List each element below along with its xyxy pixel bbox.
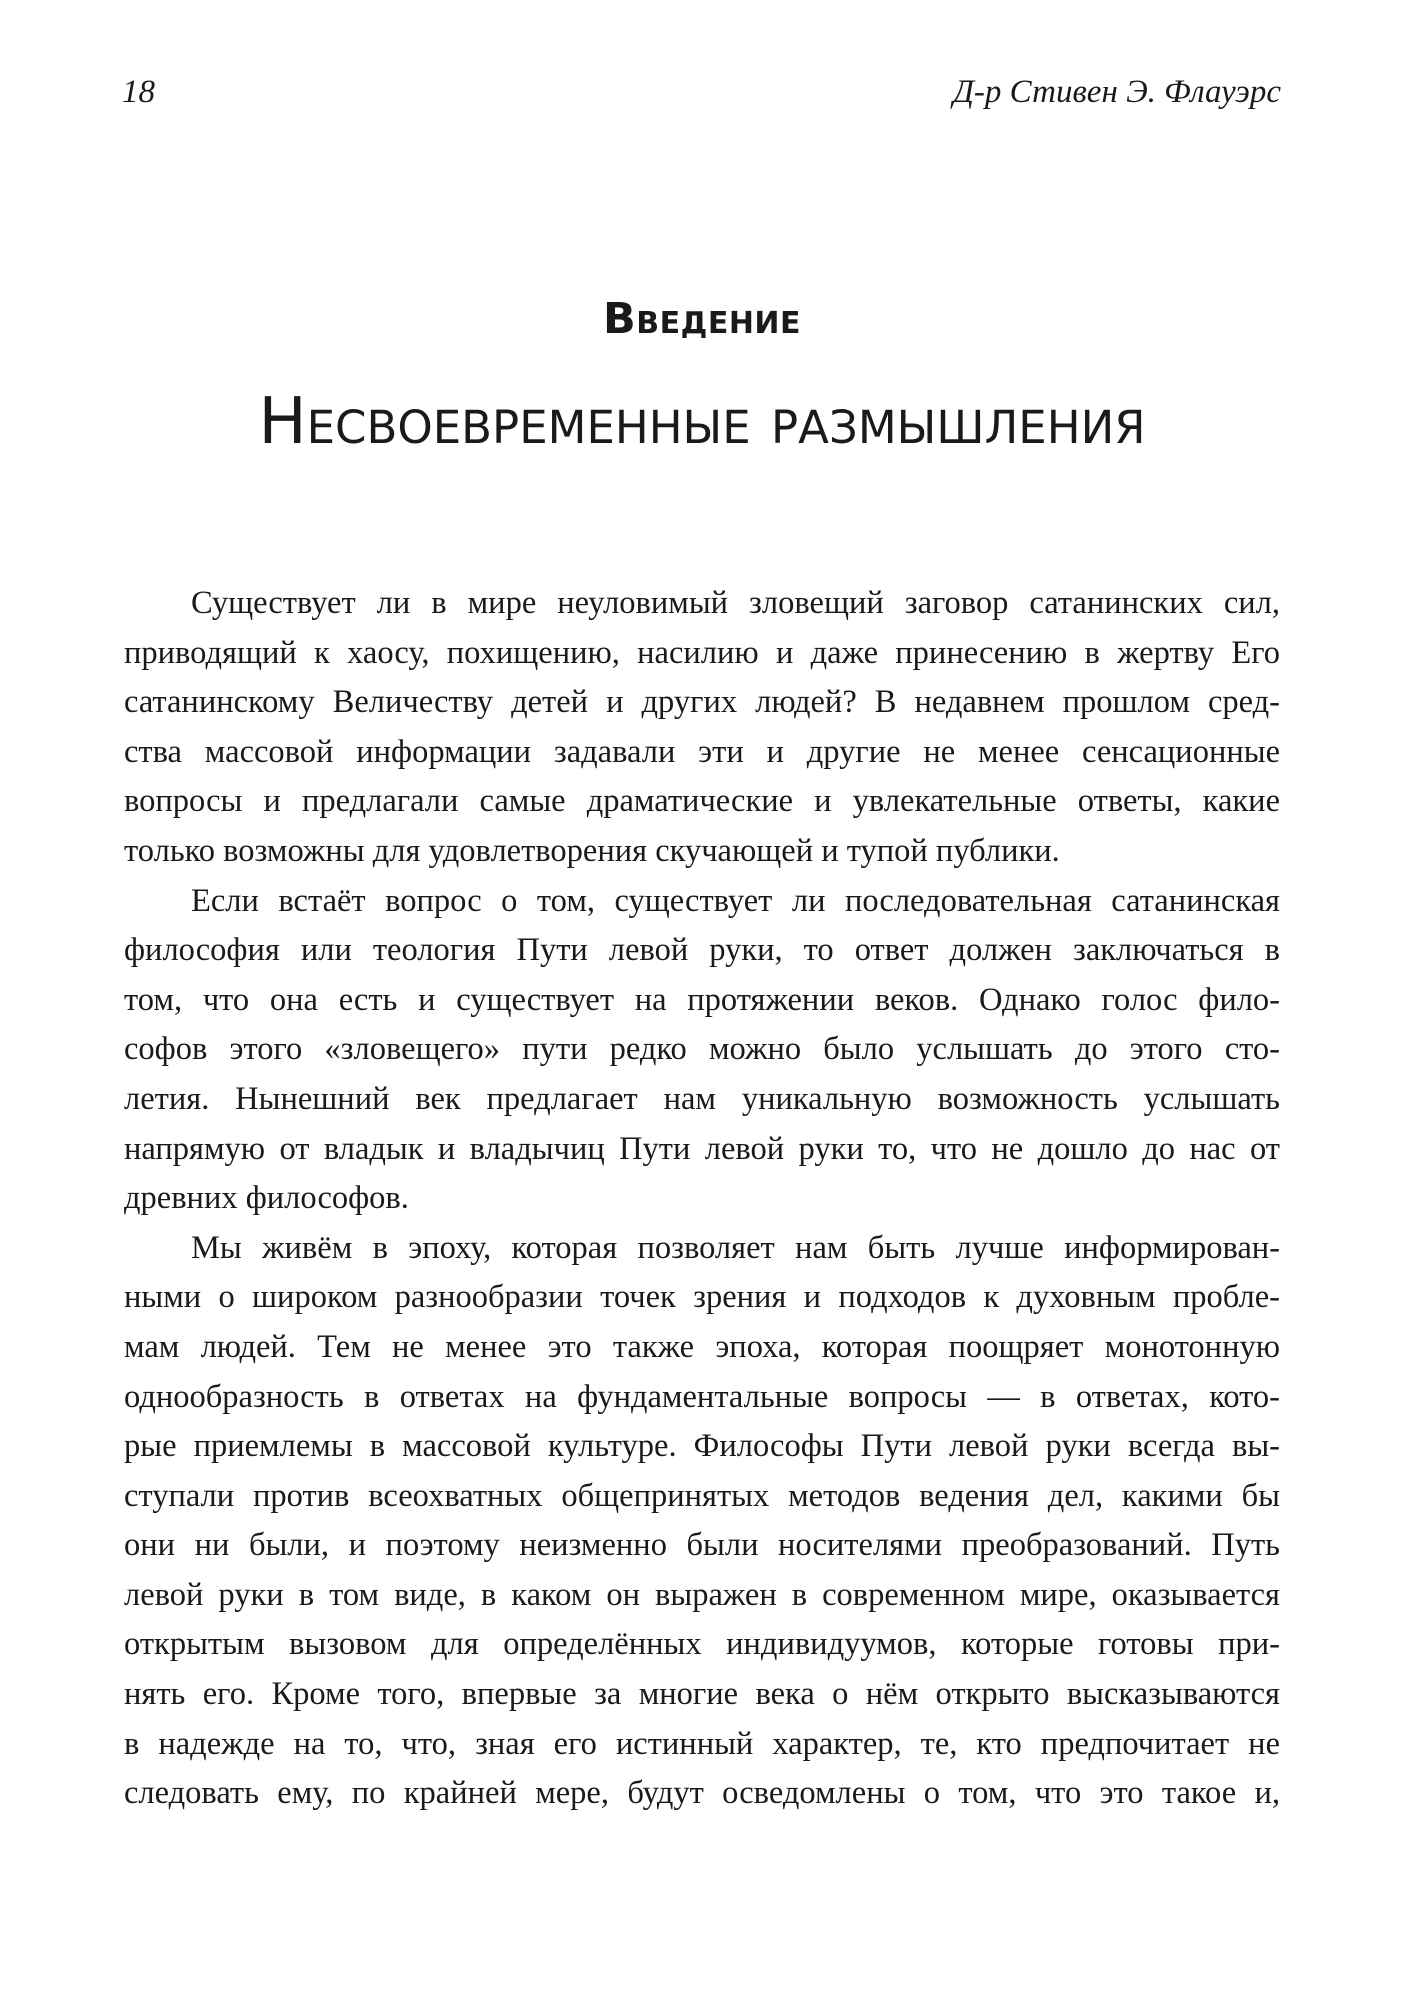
text-line: Мы живём в эпоху, которая позволяет нам быть лучше информирован- (191, 1229, 1280, 1266)
chapter-label: Введение (602, 294, 802, 344)
text-line: вопросы и предлагали самые драматические и увлекательные ответы, какие (124, 783, 1280, 820)
text-line: сатанинскому Величеству детей и других людей? В недавнем прошлом сред- (124, 684, 1280, 721)
text-line: Если встаёт вопрос о том, существует ли последовательная сатанинская (191, 882, 1280, 919)
paragraph (124, 877, 1280, 1224)
text-line: том, что она есть и существует на протяжении веков. Однако голос фило- (124, 981, 1280, 1018)
body-text (124, 579, 1280, 1819)
text-line: ными о широком разнообразии точек зрения и подходов к духовным пробле- (124, 1279, 1280, 1316)
text-line: они ни были, и поэтому неизменно были носителями преобразований. Путь (124, 1527, 1280, 1564)
running-header-author: Д-р Стивен Э. Флауэрс (952, 74, 1281, 110)
text-line: летия. Нынешний век предлагает нам уникальную возможность услышать (124, 1080, 1280, 1117)
text-line: левой руки в том виде, в каком он выражен в современном мире, оказывается (124, 1576, 1280, 1613)
text-line: однообразность в ответах на фундаментальные вопросы — в ответах, кото- (124, 1378, 1280, 1415)
text-line: в надежде на то, что, зная его истинный характер, те, кто предпочитает не (124, 1725, 1280, 1762)
text-line: приводящий к хаосу, похищению, насилию и даже принесению в жертву Его (124, 634, 1280, 671)
text-line: рые приемлемы в массовой культуре. Философы Пути левой руки всегда вы- (124, 1428, 1280, 1465)
text-line: философия или теология Пути левой руки, то ответ должен заключаться в (124, 932, 1280, 969)
paragraph (124, 1224, 1280, 1819)
text-line: только возможны для удовлетворения скучающей и тупой публики. (124, 832, 1060, 869)
chapter-title: Несвоевременные размышления (258, 385, 1146, 459)
text-line: Существует ли в мире неуловимый зловещий заговор сатанинских сил, (191, 585, 1280, 621)
text-line: напрямую от владык и владычиц Пути левой руки то, что не дошло до нас от (124, 1130, 1280, 1167)
text-line: открытым вызовом для определённых индивидуумов, которые готовы при- (124, 1626, 1280, 1663)
text-line: мам людей. Тем не менее это также эпоха, которая поощряет монотонную (124, 1328, 1280, 1365)
text-line: следовать ему, по крайней мере, будут осведомлены о том, что это такое и, (124, 1775, 1280, 1812)
text-line: софов этого «зловещего» пути редко можно было услышать до этого сто- (124, 1031, 1280, 1068)
page-number: 18 (122, 74, 155, 110)
text-line: ступали против всеохватных общепринятых методов ведения дел, какими бы (124, 1477, 1280, 1514)
text-line: нять его. Кроме того, впервые за многие века о нём открыто высказываются (124, 1676, 1280, 1713)
text-line: ства массовой информации задавали эти и другие не менее сенсационные (124, 733, 1280, 770)
text-line: древних философов. (124, 1180, 409, 1217)
paragraph (124, 579, 1280, 877)
